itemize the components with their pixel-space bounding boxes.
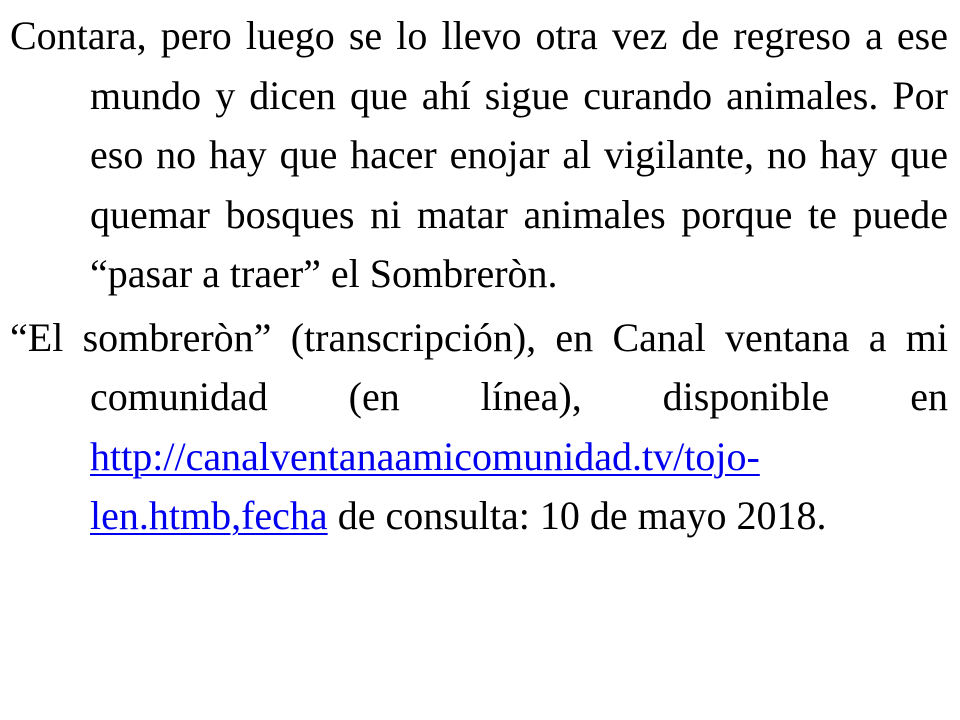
- citation-text: “El sombreròn” (transcripción), en Canal ventana a mi comunidad (en línea), disponible en: [10, 314, 948, 419]
- story-text: Contara, pero luego se lo llevo otra vez de regreso a ese mundo y dicen que ahí sigue curando animales. Por eso no hay que hacer enojar al vigilante, no hay que quemar bosques ni matar animales porque te puede “pasar a traer” el Sombreròn.: [10, 13, 948, 296]
- citation-date-text: de consulta: 10 de mayo 2018.: [327, 493, 827, 538]
- story-paragraph: [10, 6, 948, 304]
- source-link[interactable]: http://canalventanaamicomunidad.tv/tojo-len.htmb,fecha: [90, 433, 760, 538]
- citation-paragraph: [10, 308, 948, 546]
